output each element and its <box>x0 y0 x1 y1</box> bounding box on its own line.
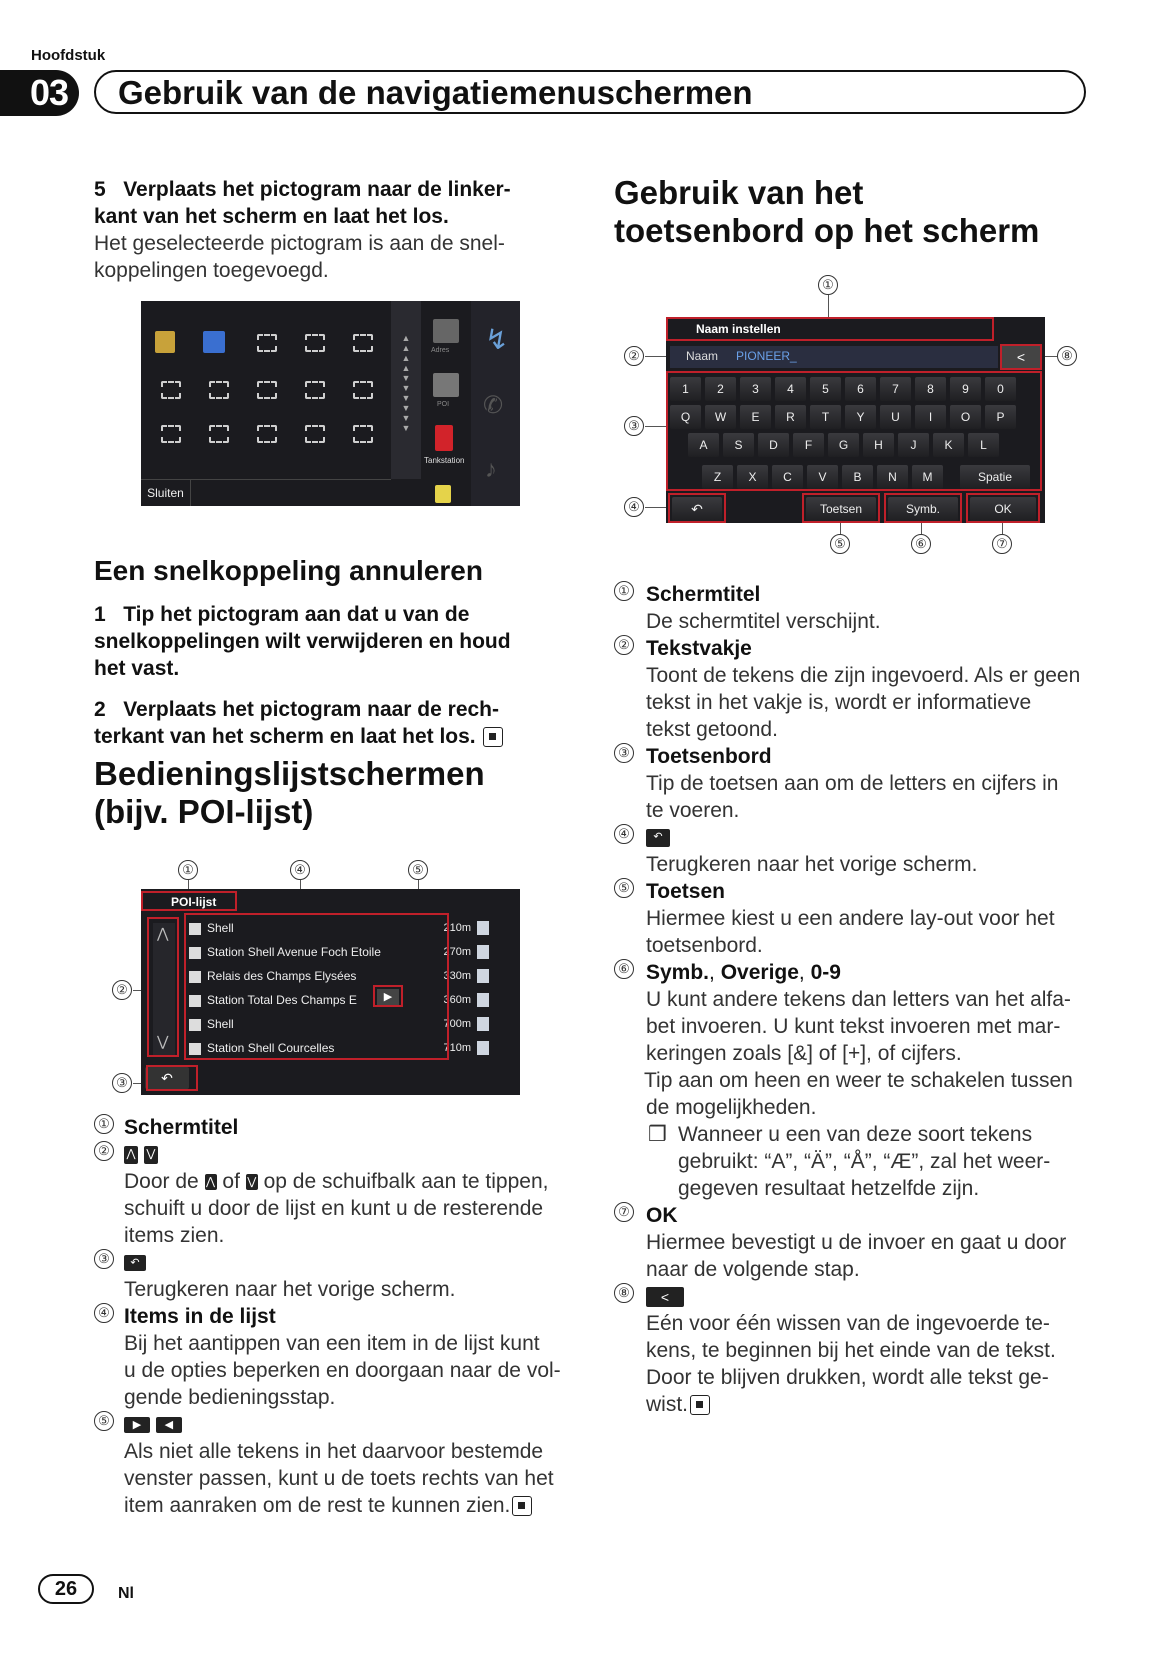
callout-8: ⑧ <box>1057 346 1077 366</box>
key-o[interactable]: O <box>950 405 981 429</box>
info-icon[interactable] <box>477 1017 489 1031</box>
note-checkbox-icon: ❒ <box>648 1123 667 1146</box>
end-mark-icon <box>690 1395 710 1415</box>
key-z[interactable]: Z <box>702 465 733 489</box>
scroll-arrows: ▲ ▲ ▲ ▲ ▼ ▼ ▼ ▼ ▼ ▼ <box>391 301 421 479</box>
poi-distance: 210m <box>443 922 471 934</box>
chapter-number: 03 <box>0 70 79 116</box>
step-title: Verplaats het pictogram naar de rech- <box>123 698 499 721</box>
legend-text: Eén voor één wissen van de ingevoerde te- <box>646 1312 1050 1335</box>
address-label: Adres <box>431 347 450 354</box>
key-2[interactable]: 2 <box>705 377 736 401</box>
poi-icon <box>433 373 459 397</box>
scroll-down-icon: ⋁ <box>247 1176 257 1189</box>
poi-name: Station Total Des Champs E <box>207 993 357 1007</box>
toetsen-highlight <box>802 493 880 523</box>
legend-number: ④ <box>614 824 634 844</box>
legend-number: ③ <box>614 743 634 763</box>
legend-text: Door de <box>124 1170 199 1193</box>
poi-distance: 270m <box>443 946 471 958</box>
legend-number: ⑧ <box>614 1283 634 1303</box>
key-k[interactable]: K <box>933 433 964 457</box>
key-c[interactable]: C <box>772 465 803 489</box>
legend-number: ⑥ <box>614 959 634 979</box>
play-right-icon: ▶ <box>124 1417 150 1433</box>
key-f[interactable]: F <box>793 433 824 457</box>
legend-text: tekst getoond. <box>646 718 778 741</box>
step-title-line: snelkoppelingen wilt verwijderen en houd <box>94 630 511 653</box>
backspace-icon: < <box>646 1287 684 1307</box>
callout-7: ⑦ <box>992 534 1012 554</box>
fuel-station-icon <box>435 425 453 451</box>
section-heading: Bedieningslijstschermen <box>94 755 485 792</box>
legend-text: Als niet alle tekens in het daarvoor bestemde <box>124 1440 544 1463</box>
legend-text: wist. <box>646 1393 688 1416</box>
address-icon <box>433 319 459 343</box>
legend-title: Schermtitel <box>124 1116 239 1139</box>
legend-text: Door te blijven drukken, wordt alle tekst ge- <box>646 1366 1049 1389</box>
legend-text: Terugkeren naar het vorige scherm. <box>124 1278 456 1301</box>
screen-title: POI-lijst <box>171 895 217 909</box>
key-4[interactable]: 4 <box>775 377 806 401</box>
callout-2: ② <box>112 980 132 1000</box>
legend-title: Toetsen <box>646 880 725 903</box>
shortcut-icon <box>435 485 451 503</box>
poi-distance: 360m <box>443 994 471 1006</box>
key-t[interactable]: T <box>810 405 841 429</box>
legend-note: gebruikt: “A”, “Ä”, “Å”, “Æ”, zal het weer- <box>678 1150 1051 1173</box>
callout-3: ③ <box>112 1073 132 1093</box>
callout-2: ② <box>624 346 644 366</box>
callout-4: ④ <box>624 497 644 517</box>
legend-text: Tip de toetsen aan om de letters en cijfers in <box>646 772 1059 795</box>
space-key[interactable]: Spatie <box>960 465 1030 489</box>
back-icon: ↶ <box>124 1255 146 1271</box>
back-icon: ↶ <box>646 829 670 847</box>
legend-number: ⑤ <box>614 878 634 898</box>
legend-text: te voeren. <box>646 799 740 822</box>
key-h[interactable]: H <box>863 433 894 457</box>
step-title: Verplaats het pictogram naar de linker- <box>123 178 511 201</box>
chapter-title: Gebruik van de navigatiemenuschermen <box>118 74 753 111</box>
legend-title: Symb. <box>646 961 710 984</box>
phone-tab-icon[interactable]: ✆ <box>483 392 504 419</box>
key-3[interactable]: 3 <box>740 377 771 401</box>
info-icon[interactable] <box>477 993 489 1007</box>
legend-title: Overige <box>720 961 799 984</box>
step-body-line: koppelingen toegevoegd. <box>94 259 329 282</box>
language-code: Nl <box>118 1585 134 1602</box>
title-highlight <box>141 891 237 911</box>
scroll-up-icon[interactable]: ⋀ <box>157 925 169 941</box>
legend-number: ④ <box>94 1303 114 1323</box>
info-icon[interactable] <box>477 921 489 935</box>
key-d[interactable]: D <box>758 433 789 457</box>
step-title: Tip het pictogram aan dat u van de <box>123 603 470 626</box>
layout-keys-button[interactable]: Toetsen <box>806 497 876 521</box>
step-1 <box>94 601 574 682</box>
arrow-highlight <box>373 985 403 1007</box>
legend-number: ⑤ <box>94 1411 114 1431</box>
poi-legend <box>94 1114 574 1519</box>
callout-5: ⑤ <box>408 860 428 880</box>
chapter-label: Hoofdstuk <box>31 47 106 64</box>
legend-number: ③ <box>94 1249 114 1269</box>
text-field-label: Naam <box>686 349 719 363</box>
ok-highlight <box>966 493 1040 523</box>
key-j[interactable]: J <box>898 433 929 457</box>
callout-4: ④ <box>290 860 310 880</box>
key-e[interactable]: E <box>740 405 771 429</box>
key-p[interactable]: P <box>985 405 1016 429</box>
legend-text: naar de volgende stap. <box>646 1258 860 1281</box>
section-heading: Een snelkoppeling annuleren <box>94 555 483 586</box>
legend-text: of <box>222 1170 240 1193</box>
legend-number: ① <box>614 581 634 601</box>
key-v[interactable]: V <box>807 465 838 489</box>
play-left-icon: ◀ <box>156 1417 182 1433</box>
legend-text: Tip aan om heen en weer te schakelen tussen <box>644 1069 1073 1092</box>
key-8[interactable]: 8 <box>915 377 946 401</box>
symb-highlight <box>884 493 962 523</box>
step-title-line: kant van het scherm en laat het los. <box>94 205 449 228</box>
ok-button[interactable]: OK <box>970 497 1036 521</box>
key-9[interactable]: 9 <box>950 377 981 401</box>
legend-text: gende bedieningsstap. <box>124 1386 336 1409</box>
bottom-bar <box>141 479 391 506</box>
legend-number: ① <box>94 1114 114 1134</box>
step-5 <box>94 176 574 284</box>
step-body-line: Het geselecteerde pictogram is aan de snel- <box>94 232 505 255</box>
legend-text: U kunt andere tekens dan letters van het alfa- <box>646 988 1071 1011</box>
step-number: 1 <box>94 603 106 626</box>
key-w[interactable]: W <box>705 405 736 429</box>
key-x[interactable]: X <box>737 465 768 489</box>
poi-name: Relais des Champs Elysées <box>207 969 357 983</box>
navigation-menu-screenshot <box>141 301 520 506</box>
key-7[interactable]: 7 <box>880 377 911 401</box>
screen-title: Naam instellen <box>696 322 781 336</box>
legend-note: Wanneer u een van deze soort tekens <box>678 1123 1033 1146</box>
backspace-button[interactable]: < <box>1002 346 1040 368</box>
map-icon <box>155 331 175 353</box>
leader-line <box>645 507 666 508</box>
text-field-value: PIONEER_ <box>736 349 797 363</box>
leader-line <box>645 356 666 357</box>
close-button[interactable]: Sluiten <box>141 480 191 506</box>
key-m[interactable]: M <box>912 465 943 489</box>
legend-title: Toetsenbord <box>646 745 772 768</box>
key-u[interactable]: U <box>880 405 911 429</box>
key-1[interactable]: 1 <box>670 377 701 401</box>
legend-text: item aanraken om de rest te kunnen zien. <box>124 1494 511 1517</box>
legend-text: bet invoeren. U kunt tekst invoeren met mar- <box>646 1015 1061 1038</box>
info-icon[interactable] <box>477 945 489 959</box>
info-icon[interactable] <box>477 1041 489 1055</box>
keyboard-legend: ① Schermtitel De schermtitel verschijnt. ② Tekstvakje Toont de tekens die zijn ingevoerd. Als er geen tekst in het vakje is, wordt er informatieve tekst getoond. ③ Toetsenbord Tip de toetsen aan om de letters en cijfers in te voeren. ④ ↶ Terugkeren naar het vorige scherm. ⑤ Toetsen Hiermee kiest u een andere lay-out voor het toetsenbord. ⑥ Symb., Overige, 0-9 U kunt andere tekens dan letters van het alfa- bet invoeren. U kunt tekst invoeren met mar- keringen zoals [&] of [+], of cijfers. Tip aan om heen en weer te schakelen tussen de mogelijkheden. ❒ Wanneer u een van deze soort tekens gebruikt: “A”, “Ä”, “Å”, “Æ”, zal het weer- gegeven resultaat hetzelfde zijn. ⑦ OK Hiermee bevestigt u de invoer en gaat u door naar de volgende stap. ⑧ < Eén voor één wissen van de ingevoerde te- kens, te beginnen bij het einde van de tekst. Door te blijven drukken, wordt alle tekst ge- wist. <box>614 581 1084 1418</box>
key-s[interactable]: S <box>723 433 754 457</box>
end-mark-icon <box>483 727 503 747</box>
scroll-text-right-button[interactable]: ▶ <box>377 989 399 1005</box>
legend-text: Bij het aantippen van een item in de lijst kunt <box>124 1332 540 1355</box>
legend-number: ⑦ <box>614 1202 634 1222</box>
legend-title: Items in de lijst <box>124 1305 276 1328</box>
step-2 <box>94 696 574 750</box>
step-title-line: het vast. <box>94 657 180 680</box>
title-highlight <box>666 317 994 341</box>
step-number: 5 <box>94 178 106 201</box>
key-n[interactable]: N <box>877 465 908 489</box>
section-heading: (bijv. POI-lijst) <box>94 793 314 830</box>
info-icon[interactable] <box>477 969 489 983</box>
side-tabs <box>471 301 520 506</box>
text-field[interactable] <box>670 346 998 368</box>
poi-name: Station Shell Courcelles <box>207 1041 335 1055</box>
navigation-tab-icon[interactable]: ↯ <box>485 324 509 355</box>
legend-note: gegeven resultaat hetzelfde zijn. <box>678 1177 980 1200</box>
legend-text: schuift u door de lijst en kunt u de resterende <box>124 1197 544 1220</box>
step-number: 2 <box>94 698 106 721</box>
keyboard-screenshot <box>666 317 1045 523</box>
legend-number: ② <box>614 635 634 655</box>
legend-text: op de schuifbalk aan te tippen, <box>263 1170 549 1193</box>
legend-text: keringen zoals [&] of [+], of cijfers. <box>646 1042 962 1065</box>
key-b[interactable]: B <box>842 465 873 489</box>
legend-text: Hiermee kiest u een andere lay-out voor het <box>646 907 1055 930</box>
poi-distance: 700m <box>443 1018 471 1030</box>
legend-text: de mogelijkheden. <box>646 1096 817 1119</box>
legend-text: kens, te beginnen bij het einde van de tekst. <box>646 1339 1056 1362</box>
legend-text: Terugkeren naar het vorige scherm. <box>646 853 978 876</box>
step-title-line: terkant van het scherm en laat het los. <box>94 725 476 748</box>
scroll-down-icon[interactable]: ⋁ <box>157 1033 169 1049</box>
scroll-up-icon: ⋀ <box>124 1146 138 1164</box>
key-i[interactable]: I <box>915 405 946 429</box>
callout-1: ① <box>178 860 198 880</box>
legend-text: items zien. <box>124 1224 225 1247</box>
callout-5: ⑤ <box>830 534 850 554</box>
callout-1: ① <box>818 275 838 295</box>
back-button[interactable]: ↶ <box>145 1067 189 1089</box>
legend-title: 0-9 <box>810 961 841 984</box>
legend-title: OK <box>646 1204 678 1227</box>
key-q[interactable]: Q <box>670 405 701 429</box>
key-g[interactable]: G <box>828 433 859 457</box>
poi-distance: 330m <box>443 970 471 982</box>
legend-text: tekst in het vakje is, wordt er informatieve <box>646 691 1032 714</box>
section-heading: Gebruik van het <box>614 174 864 211</box>
legend-number: ② <box>94 1141 114 1161</box>
scroll-down-icon: ⋁ <box>144 1146 158 1164</box>
legend-text: toetsenbord. <box>646 934 763 957</box>
legend-text: Toont de tekens die zijn ingevoerd. Als er geen <box>646 664 1081 687</box>
back-highlight <box>668 493 726 523</box>
key-6[interactable]: 6 <box>845 377 876 401</box>
back-highlight <box>146 1065 198 1091</box>
key-r[interactable]: R <box>775 405 806 429</box>
poi-name: Station Shell Avenue Foch Etoile <box>207 945 381 959</box>
poi-name: Shell <box>207 1017 234 1031</box>
key-0[interactable]: 0 <box>985 377 1016 401</box>
poi-list-screenshot <box>141 889 520 1095</box>
poi-label: POI <box>437 401 450 408</box>
list-items-highlight <box>184 913 449 1060</box>
legend-title: Schermtitel <box>646 583 761 606</box>
key-5[interactable]: 5 <box>810 377 841 401</box>
key-y[interactable]: Y <box>845 405 876 429</box>
back-button[interactable]: ↶ <box>672 497 722 521</box>
poi-name: Shell <box>207 921 234 935</box>
section-heading: toetsenbord op het scherm <box>614 212 1040 249</box>
callout-3: ③ <box>624 416 644 436</box>
scroll-up-icon: ⋀ <box>206 1176 216 1189</box>
scroll-highlight <box>147 917 179 1057</box>
callout-6: ⑥ <box>911 534 931 554</box>
key-l[interactable]: L <box>968 433 999 457</box>
leader-line <box>828 295 829 317</box>
fuel-station-label: Tankstation <box>424 456 465 465</box>
page-number: 26 <box>38 1574 94 1604</box>
legend-text: venster passen, kunt u de toets rechts van het <box>124 1467 554 1490</box>
legend-text: Hiermee bevestigt u de invoer en gaat u door <box>646 1231 1067 1254</box>
keyboard-highlight <box>666 371 1042 491</box>
music-tab-icon[interactable]: ♪ <box>485 456 497 483</box>
leader-line <box>645 426 666 427</box>
end-mark-icon <box>512 1496 532 1516</box>
symbols-button[interactable]: Symb. <box>888 497 958 521</box>
phone-icon <box>203 331 225 353</box>
backspace-highlight <box>1000 344 1042 370</box>
legend-text: u de opties beperken en doorgaan naar de vol- <box>124 1359 561 1382</box>
legend-text: De schermtitel verschijnt. <box>646 610 881 633</box>
poi-distance: 710m <box>443 1042 471 1054</box>
key-a[interactable]: A <box>688 433 719 457</box>
legend-title: Tekstvakje <box>646 637 752 660</box>
